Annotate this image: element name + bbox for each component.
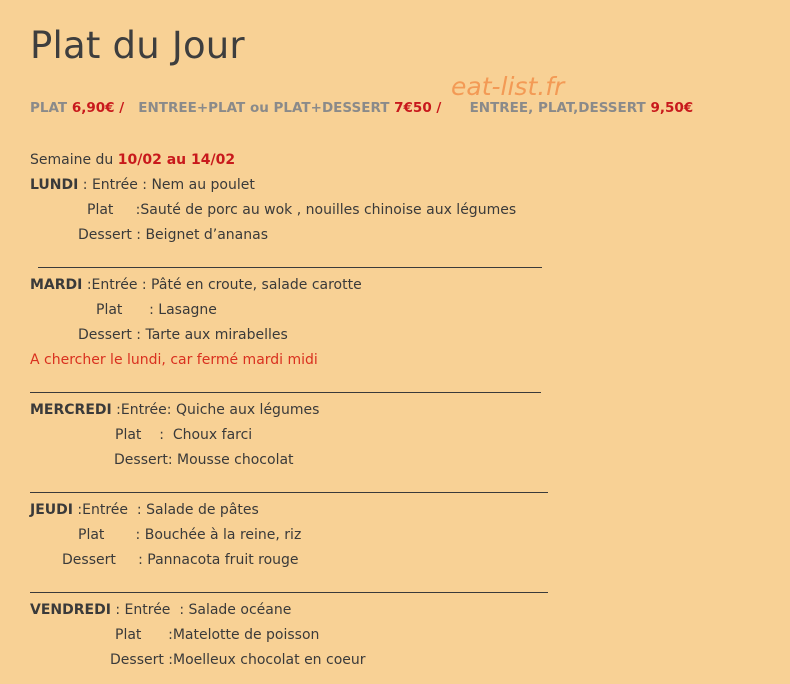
page-title: Plat du Jour	[30, 24, 245, 67]
vendredi-dessert: Dessert :Moelleux chocolat en coeur	[110, 652, 366, 668]
combo-label: ENTREE+PLAT ou PLAT+DESSERT	[138, 100, 395, 116]
price-list	[30, 100, 693, 116]
plat-label: PLAT	[30, 100, 72, 116]
combo-price: 7€50 /	[394, 100, 442, 116]
lundi-entree-line	[30, 176, 255, 194]
lundi-entree: : Entrée : Nem au poulet	[78, 177, 255, 193]
jeudi-entree-line	[30, 501, 259, 519]
mardi-entree: :Entrée : Pâté en croute, salade carotte	[82, 277, 362, 293]
lundi-dessert: Dessert : Beignet d’ananas	[78, 227, 268, 243]
vendredi-entree: : Entrée : Salade océane	[110, 602, 292, 618]
mardi-entree-line	[30, 276, 362, 294]
separator-4	[30, 592, 548, 593]
mardi-note: A chercher le lundi, car fermé mardi midi	[30, 352, 318, 368]
jeudi-day: JEUDI	[30, 502, 73, 518]
mercredi-plat: Plat : Choux farci	[115, 427, 253, 443]
full-label: ENTREE, PLAT,DESSERT	[469, 100, 651, 116]
vendredi-entree-line	[30, 601, 291, 619]
week-dates: 10/02 au 14/02	[117, 152, 236, 168]
week-label: Semaine du	[30, 152, 118, 168]
separator-2	[30, 392, 541, 393]
lundi-plat: Plat :Sauté de porc au wok , nouilles chinoise aux légumes	[87, 202, 517, 218]
vendredi-day: VENDREDI	[30, 602, 111, 618]
plat-price: 6,90€ /	[71, 100, 125, 116]
mercredi-entree: :Entrée: Quiche aux légumes	[111, 402, 320, 418]
week-line	[30, 151, 235, 169]
mardi-plat: Plat : Lasagne	[96, 302, 217, 318]
mercredi-dessert: Dessert: Mousse chocolat	[114, 452, 294, 468]
separator-3	[30, 492, 548, 493]
mardi-dessert: Dessert : Tarte aux mirabelles	[78, 327, 288, 343]
vendredi-plat: Plat :Matelotte de poisson	[115, 627, 320, 643]
mardi-day: MARDI	[30, 277, 83, 293]
jeudi-dessert: Dessert : Pannacota fruit rouge	[62, 552, 299, 568]
separator-1	[38, 267, 542, 268]
lundi-day: LUNDI	[30, 177, 79, 193]
mercredi-entree-line	[30, 401, 319, 419]
mercredi-day: MERCREDI	[30, 402, 112, 418]
watermark: eat-list.fr	[451, 72, 565, 101]
full-price: 9,50€	[650, 100, 694, 116]
jeudi-entree: :Entrée : Salade de pâtes	[72, 502, 259, 518]
jeudi-plat: Plat : Bouchée à la reine, riz	[78, 527, 302, 543]
